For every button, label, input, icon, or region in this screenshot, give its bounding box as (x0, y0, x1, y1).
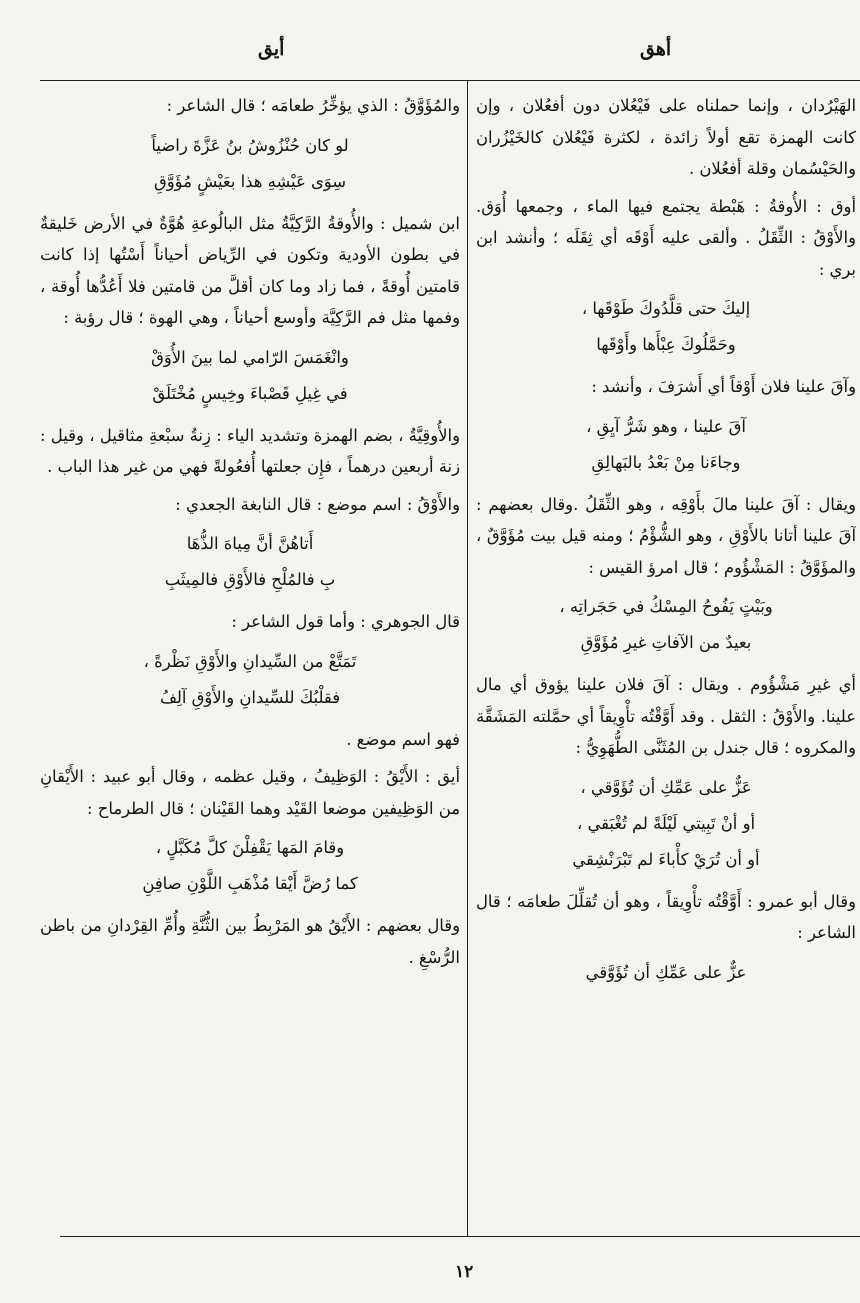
verse-line: تَمَتَّعْ من السِّيدانِ والأَوْقِ نَظْرةً ، (143, 651, 357, 671)
verse-line: لو كان حُنْزُوشُ بنُ عَزَّةَ راضياً (151, 135, 349, 155)
verse-line: بِ فالمُلْحِ فالأَوْقِ فالمِيثَبِ (164, 570, 336, 589)
entry-paragraph: فهو اسم موضع . (346, 729, 460, 749)
verse-line: كما رُضَّ أَيْقا مُذْهَبِ اللَّوْنِ صافِنِ (142, 874, 358, 893)
verse-line: عَزٌّ على عَمِّكِ أن تُؤَوَّقي ، (580, 777, 752, 797)
verse-line: وقامَ المَها يَقْفِلْنَ كلَّ مُكَبَّلٍ ، (155, 838, 345, 857)
running-headword-right: أهق (640, 38, 672, 60)
page-number: ١٢ (455, 1262, 474, 1282)
entry-paragraph: وقال بعضهم : الأَيْقُ هو المَرْبِطُ بين الثُّنَّةِ وأُمِّ القِرْدانِ من باطن الرُّسْغِ . (40, 916, 460, 967)
verse-line: أو أن تُرَيْ كأْباءَ لم تَبْرَنْشِقي (572, 849, 760, 869)
entry-paragraph: الهَيْرُدان ، وإنما حملناه على فَيْعُلان دون أفعُلان ، وإن كانت الهمزة تقع أولاً زائدة ، لكثرة فَيْعُلان كالخَيْزُران والحَيْسُمان وقلة أفعُلان . (476, 96, 856, 178)
verse-line: عزٌّ على عَمِّكِ أن تُؤَوَّقي (585, 962, 747, 982)
entry-paragraph: أي غيرِ مَشْؤُوم . ويقال : آقَ فلان علينا يؤوق أي مال علينا. والأَوْقُ : الثقل . وقد أَوَّقْتُه تأْوِيقاً أي حمَّلته المَشَقَّة والمكروه ؛ قال جندل بن المُثَنَّى الطُّهَوِيُّ : (476, 675, 856, 757)
verse-quote (476, 955, 856, 991)
verse-quote (40, 128, 460, 200)
entry-paragraph: أيق : الأَيْقُ : الوَظِيفُ ، وقيل عظمه ، وقال أبو عبيد : الأَيْقانِ من الوَظِيفين موضعا القَيْد وهما القَيْنان ؛ قال الطرماح : (40, 767, 460, 818)
verse-line: وحَمَّلُوكَ عِبْأَها وأَوْقَها (596, 335, 736, 354)
entry-paragraph: والأَوْقُ : اسم موضع : قال النابغة الجعدي : (175, 494, 460, 514)
verse-quote (40, 644, 460, 716)
entry-paragraph: والأُوقِيَّةُ ، بضم الهمزة وتشديد الياء : زِنةُ سبْعةِ مثاقيل ، وقيل : زنة أربعين درهماً ، فإِن جعلتها أُفعُولةً فهي من غير هذا الباب . (40, 425, 460, 476)
verse-line: أَتاهُنَّ أنَّ مِياهَ الذُّهَا (186, 534, 314, 553)
verse-line: في غِيلِ قَصْباءَ وخِيسٍ مُخْتَلَقْ (152, 383, 348, 403)
verse-quote (476, 589, 856, 661)
verse-line: أو أنْ تَبِيتي لَيْلَةً لم تُغْبَقي ، (576, 813, 756, 833)
entry-paragraph: وقال أبو عمرو : أَوَّقْتُه تأْوِيقاً ، وهو أن تُقلِّلَ طعامَه ؛ قال الشاعر : (476, 891, 856, 942)
right-column (476, 90, 856, 1230)
footer-rule (60, 1236, 860, 1237)
entry-paragraph: وآقَ علينا فلان أَوْقاً أي أَشرَفَ ، وأنشد : (591, 377, 856, 396)
verse-quote (476, 409, 856, 481)
verse-line: سِوَى عَيْشِهِ هذا بعَيْشٍ مُؤَوَّقِ (154, 171, 346, 191)
verse-line: آقَ علينا ، وهو شَرُّ آيِقِ ، (586, 416, 746, 436)
verse-quote (40, 830, 460, 902)
verse-line: وجاءَنا مِنْ بَعْدُ بالبَهالِقِ (591, 452, 741, 472)
verse-line: فقلْبُكَ للسِّيدانِ والأَوْقِ آلِفُ (159, 687, 341, 707)
running-headword-left: أيق (258, 38, 285, 60)
verse-line: إليكَ حتى قلَّدُوكَ طَوْقَها ، (581, 299, 751, 318)
entry-paragraph: قال الجوهري : وأما قول الشاعر : (231, 612, 460, 631)
verse-quote (40, 340, 460, 412)
entry-paragraph: ويقال : آقَ علينا مالَ بأَوْقِه ، وهو الثِّقَلُ .وقال بعضهم : آقَ علينا أتانا بالأَوْقِ ، وهو الشُّؤْمُ ؛ ومنه قيل بيت مُؤَوَّقٌ ، والمؤَوَّقُ : المَشْؤُوم ؛ قال امرؤ القيس : (476, 494, 856, 577)
column-divider (467, 80, 468, 1236)
verse-quote (40, 526, 460, 598)
entry-paragraph: والمُؤَوَّقُ : الذي يؤخِّرُ طعامَه ؛ قال الشاعر : (166, 96, 460, 115)
verse-quote (476, 291, 856, 363)
header-rule (40, 80, 860, 81)
left-column (40, 90, 460, 1230)
entry-paragraph: ابن شميل : والأُوقةُ الرَّكِيَّةُ مثل البالُوعةِ هُوَّةٌ في الأرض خَليقةٌ في بطون الأودية وتكون في الرِّياض أحياناً أَسْتُها إذا كانت قامتين أُوقةً ، فما زاد وما كان أقلَّ من قامتين فلا أَعُدُّها أُوقة ، وفمها مثل فم الرَّكِيَّة وأوسع أحياناً ، وهي الهوة ؛ قال رؤبة : (40, 213, 460, 327)
verse-line: بعيدٌ من الآفاتِ غيرِ مُؤَوَّقِ (580, 633, 752, 652)
verse-quote (476, 770, 856, 878)
entry-paragraph: أوق : الأُوقةُ : هَبْطة يجتمع فيها الماء ، وجمعها أُوَق. والأَوْقُ : الثِّقَلُ . وألقى عليه أَوْقَه أي ثِقَلَه ؛ وأنشد ابن بري : (476, 196, 856, 279)
verse-line: وانْغَمَسَ الرّامي لما بينَ الأُوَقْ (151, 347, 349, 367)
verse-line: وبَيْتٍ يَفُوحُ المِسْكُ في حَجَراتِه ، (559, 597, 773, 616)
